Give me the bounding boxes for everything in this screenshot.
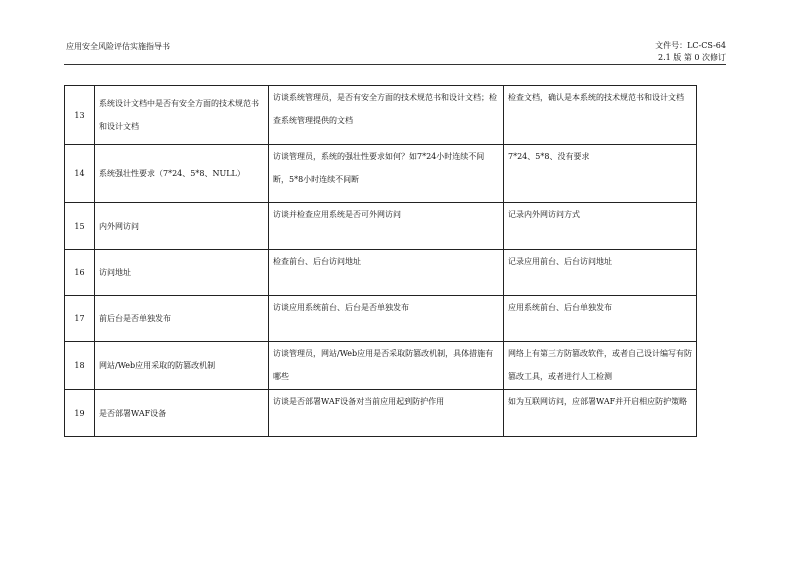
row-number: 13 (65, 86, 95, 145)
check-method: 检查前台、后台访问地址 (269, 250, 504, 296)
row-number: 16 (65, 250, 95, 296)
table-row (65, 86, 697, 145)
check-method: 访谈系统管理员，是否有安全方面的技术规范书和设计文档；检查系统管理提供的文档 (269, 86, 504, 145)
check-item: 系统设计文档中是否有安全方面的技术规范书和设计文档 (95, 86, 269, 145)
row-number: 14 (65, 145, 95, 203)
expected-result: 如为互联网访问，应部署WAF并开启相应防护策略 (504, 390, 697, 437)
check-item: 内外网访问 (95, 203, 269, 250)
expected-result: 应用系统前台、后台单独发布 (504, 296, 697, 342)
check-item: 前后台是否单独发布 (95, 296, 269, 342)
expected-result: 记录应用前台、后台访问地址 (504, 250, 697, 296)
table-row (65, 390, 697, 437)
check-method: 访谈管理员，系统的强壮性要求如何？如7*24小时连续不间断，5*8小时连续不间断 (269, 145, 504, 203)
document-version: 2.1 版 第 0 次修订 (658, 53, 726, 62)
row-number: 15 (65, 203, 95, 250)
table-row (65, 342, 697, 390)
expected-result: 检查文档，确认是本系统的技术规范书和设计文档 (504, 86, 697, 145)
row-number: 19 (65, 390, 95, 437)
expected-result: 网络上有第三方防篡改软件，或者自己设计编写有防篡改工具，或者进行人工检测 (504, 342, 697, 390)
assessment-table (64, 85, 697, 437)
header-divider (64, 64, 726, 65)
check-item: 访问地址 (95, 250, 269, 296)
table-row (65, 250, 697, 296)
row-number: 17 (65, 296, 95, 342)
check-method: 访谈是否部署WAF设备对当前应用起到防护作用 (269, 390, 504, 437)
check-method: 访谈应用系统前台、后台是否单独发布 (269, 296, 504, 342)
document-number: 文件号：LC-CS-64 (655, 41, 726, 50)
table-row (65, 296, 697, 342)
table-row (65, 145, 697, 203)
check-item: 系统强壮性要求（7*24、5*8、NULL） (95, 145, 269, 203)
check-item: 网站/Web应用采取的防篡改机制 (95, 342, 269, 390)
document-title: 应用安全风险评估实施指导书 (66, 42, 170, 51)
table-row (65, 203, 697, 250)
row-number: 18 (65, 342, 95, 390)
expected-result: 7*24、5*8、没有要求 (504, 145, 697, 203)
check-method: 访谈管理员，网站/Web应用是否采取防篡改机制，具体措施有哪些 (269, 342, 504, 390)
document-info (655, 40, 726, 64)
check-item: 是否部署WAF设备 (95, 390, 269, 437)
expected-result: 记录内外网访问方式 (504, 203, 697, 250)
check-method: 访谈并检查应用系统是否可外网访问 (269, 203, 504, 250)
